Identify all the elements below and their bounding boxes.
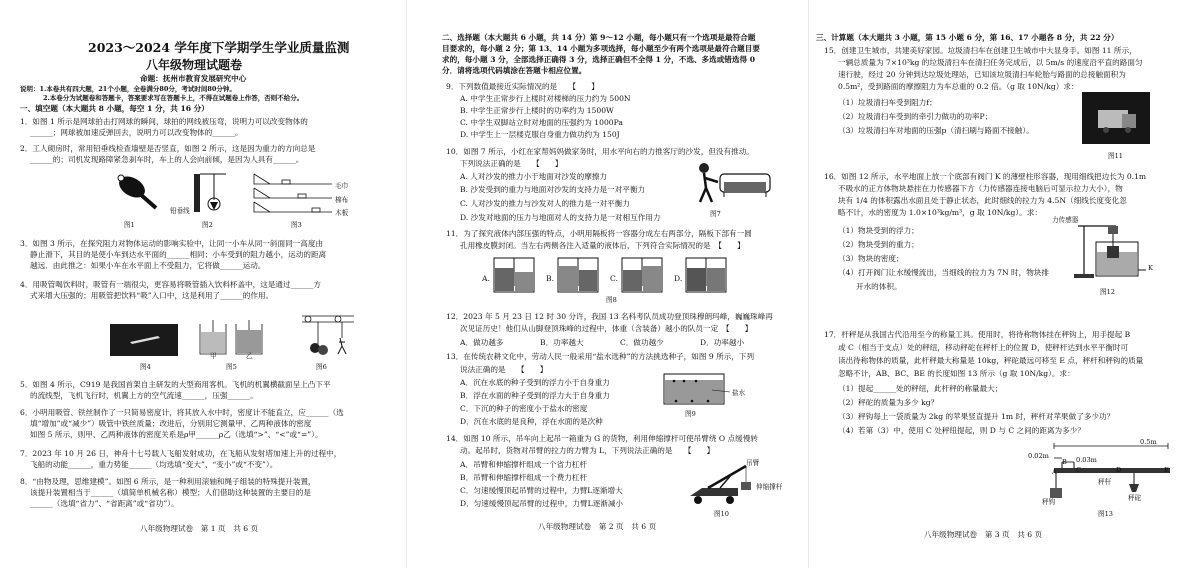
sub-question: （3）垃圾清扫车对地面的压强p（清扫刷与路面不接触）。 <box>838 126 1034 135</box>
page-divider <box>406 0 407 568</box>
plumb-label: 铅垂线 <box>170 207 190 215</box>
question-text: 式来增大压强的；用吸管把饮料“吸”入口中，这是利用了______的作用。 <box>30 291 274 300</box>
option-label: A. <box>482 274 490 283</box>
point-label: C <box>1076 466 1082 474</box>
dimension-label: 0.02m <box>1028 452 1049 460</box>
option-text: A．做功越多 <box>460 338 504 347</box>
surface-label: 毛巾 <box>335 182 349 190</box>
racket-figure <box>112 172 162 212</box>
question-text: 或 C（相当于支点）处的秤纽，移动秤砣在秤杆上的位置 D，使秤杆达到水平平衡时可 <box>838 343 1129 352</box>
question-text: 如图 5 所示，则甲、乙两种液体的密度关系是ρ甲______ρ乙（选填“>”、“<”或“=”）。 <box>30 430 323 439</box>
question-text: 说法正确的是 【 】 <box>460 365 548 374</box>
question-text: 次见证历史！他们从山脚登顶珠峰的过程中，体重（含装备）越小的队员一定 【 】 <box>460 324 753 333</box>
option-text: D．沉在水底的是良种，浮在水面的是次种 <box>460 417 603 426</box>
option-text: D. 中学生上一层楼克服自身重力做功约为 150J <box>460 130 620 139</box>
option-text: B．吊臂和伸缩撑杆组成一个费力杠杆 <box>460 473 588 482</box>
question-text: 块有 1/4 的体积露出水面且处于静止状态，此时细线的拉力为 4.5N（细线长度变化忽 <box>838 196 1127 205</box>
page-footer: 八年级物理试卷 第 2 页 共 6 页 <box>538 522 657 531</box>
page-footer: 八年级物理试卷 第 1 页 共 6 页 <box>140 524 259 533</box>
sub-question: （2）物块受到的重力； <box>838 240 919 249</box>
section-heading: 三、计算题（本大题共 3 小题，第 15 小题 6 分，第 16、17 小题各 8 分，共 22 分） <box>816 33 1119 42</box>
option-text: A. 人对沙发的推力小于地面对沙发的摩擦力 <box>460 172 607 181</box>
dimension-label: 0.5m <box>1140 438 1157 446</box>
question-text: 4．用吸管喝饮料时，吸管有一端很尖，更容易将吸管插入饮料杯盖中，这是通过______方 <box>20 280 321 289</box>
option-label: B. <box>546 274 554 283</box>
figure-caption: 图3 <box>291 221 302 229</box>
option-label: C. <box>610 274 618 283</box>
question-text: 9．下列数值最接近实际情况的是 【 】 <box>446 82 599 91</box>
question-text: ______（选填“省力”、“省距离”或“省功”）。 <box>30 499 179 508</box>
lifting-device-figure <box>298 312 358 358</box>
question-text: 略不计，水的密度为 1.0×10³kg/m³，g 取 10N/kg）。求： <box>838 208 1042 217</box>
figure-caption: 图6 <box>316 363 327 371</box>
question-text: 14．如图 10 所示，吊车向上起吊一箱重为 G 的货物，利用伸缩撑杆可使吊臂绕 O 点缓慢转 <box>446 434 758 443</box>
beam-label: 秤杆 <box>1098 478 1112 486</box>
question-text: 的流线型，飞机飞行时，机翼上方的空气流速______，压强______。 <box>30 391 258 400</box>
figure-caption: 图12 <box>1100 288 1115 296</box>
question-text: 速行驶，经过 20 分钟到达垃圾处理站，已知该垃圾清扫车轮胎与路面的总接触面积为 <box>838 70 1126 79</box>
option-text: B．功率越大 <box>540 338 584 347</box>
surface-label: 木板 <box>335 209 349 217</box>
question-text: 15．创建卫生城市，共建美好家园。垃圾清扫车在创建卫生城市中大显身手。如图 11 所示， <box>824 46 1137 55</box>
hook-label: 秤钩 <box>1042 498 1056 506</box>
option-text: C．做功越少 <box>620 338 664 347</box>
question-text: 11．为了探究液体内部压强的特点，小明用隔板将一容器分成左右两部分，隔板下部有一圆 <box>446 229 752 238</box>
crane-figure <box>684 462 764 508</box>
exam-page-2 <box>410 0 805 568</box>
question-text: ______；网球被加速反弹回去，说明力可以改变物体的______。 <box>30 128 243 137</box>
sub-question: 开水的体积。 <box>856 282 902 291</box>
sofa-push-figure <box>696 162 776 204</box>
sub-question: （2）秤砣的质量为多少 kg？ <box>838 398 939 407</box>
question-text: 17．杆秤是从我国古代沿用至今的称量工具。使用时，将待称物体挂在秤钩上，用手提起 B <box>824 330 1131 339</box>
section-heading: 求的，每小题 3 分，全部选择正确得 3 分，选择正确但不全得 1 分，不选、多选或错选得 0 <box>442 55 756 64</box>
point-label: B <box>1062 458 1067 466</box>
figure-caption: 图4 <box>140 363 151 371</box>
salt-water-label: 盐水 <box>732 389 746 397</box>
sub-question: （1）垃圾清扫车受到阻力f； <box>838 98 937 107</box>
option-text: D．功率越小 <box>700 338 745 347</box>
figure-caption: 图10 <box>714 510 729 518</box>
beaker-label: 乙 <box>246 352 253 360</box>
page-divider <box>808 0 809 568</box>
question-text: 10．如图 7 所示，小红在家帮妈妈做家务时，用水平向右的力推客厅的沙发，但没有推动。 <box>446 147 754 156</box>
question-text: ______的；司机发现路障紧急刹车时，车上的人会向前倾，是因为人具有______。 <box>30 155 304 164</box>
question-text: 下列说法正确的是 【 】 <box>460 159 563 168</box>
question-text: 不吸水的正方体物块悬挂在力传感器下方（力传感器连接电脑后可显示拉力大小），物 <box>838 184 1123 193</box>
steelyard-figure <box>1044 440 1176 508</box>
section-heading: 分．请将选项代码填涂在答题卡相应位置。 <box>442 66 587 75</box>
page-footer: 八年级物理试卷 第 3 页 共 6 页 <box>924 530 1043 539</box>
sub-question: （1）提起______处的秤纽，此杆秤的称量最大； <box>838 384 1003 393</box>
question-text: 8．“由物及理，思维建模”。如图 6 所示，是一种利用滚轴和绳子组装的特殊提升装置， <box>20 477 316 486</box>
exam-note: 说明：1.本卷共有四大题，21个小题，全卷满分80分，考试时间80分钟。 <box>20 85 236 93</box>
sweeper-truck-photo <box>1082 92 1150 144</box>
option-text: C. 人对沙发的推力与沙发对人的推力是一对平衡力 <box>460 199 630 208</box>
option-text: B. 中学生正常步行上楼时的功率约为 1500W <box>460 106 614 115</box>
sub-question: （2）垃圾清扫车受到的牵引力做功的功率P； <box>838 112 993 121</box>
question-text: 填“增加”或“减少”）吸管中铁丝质量；改进后，分别用它测量甲、乙两种液体的密度 <box>30 419 312 428</box>
seed-tank-figure <box>662 370 742 406</box>
figure-caption: 图13 <box>1098 510 1113 518</box>
section-heading: 二、选择题（本大题共 6 小题，共 14 分）第 9～12 小题，每小题只有一个选项是最符合题 <box>442 33 756 42</box>
valve-label: K <box>1148 264 1153 272</box>
question-text: 7．2023 年 10 月 26 日，神舟十七号载人飞船发射成功，在飞船从发射塔加速上升的过程中， <box>20 449 342 458</box>
boom-label: 吊臂 <box>746 459 760 467</box>
option-text: D．匀速缓慢顶起吊臂的过程中，力臂L逐渐减小 <box>460 499 624 508</box>
sub-question: （3）秤钩每上一袋质量为 2kg 的苹果竖直提升 1m 时，秤杆对苹果做了多少功？ <box>838 412 1115 421</box>
question-text: 静止滑下，其目的是使小车到达水平面的______相同；小车受到的阻力越小，运动的距离 <box>30 250 327 259</box>
ramp-figure <box>252 172 342 217</box>
question-text: 动。起吊时，货物对吊臂的拉力的力臂为 L，下列说法正确的是 【 】 <box>460 446 715 455</box>
exam-note: 2.本卷分为试题卷和答题卡，答案要求写在答题卡上，不得在试题卷上作答，否则不给分。 <box>43 94 304 102</box>
point-label: D <box>1116 466 1122 474</box>
airplane-photo <box>110 324 178 356</box>
figure-caption: 图1 <box>124 221 135 229</box>
sub-question: （1）物块受到的浮力； <box>838 226 919 235</box>
question-text: 越远．由此推之：如果小车在水平面上不受阻力，它将做______运动。 <box>30 261 266 270</box>
surface-label: 棉布 <box>335 196 349 204</box>
option-text: A．沉在水底的种子受到的浮力小于自身重力 <box>460 378 610 387</box>
exam-author: 命题：抚州市教育发展研究中心 <box>140 74 247 83</box>
question-text: 飞船的动能______，重力势能______（均选填“变大”、“变小”或“不变”）。 <box>30 460 278 469</box>
question-text: 0.5m²，受到路面的摩擦阻力为车总重的 0.2 倍。（g 取 10N/kg）求： <box>838 82 1079 91</box>
option-text: C．下沉的种子的密度小于盐水的密度 <box>460 404 588 413</box>
exam-page-1 <box>0 0 400 568</box>
section-heading: 目要求的，每小题 2 分；第 13、14 小题为多项选择，每小题至少有两个选项是最符合题目要 <box>442 44 760 53</box>
sensor-label: 力传感器 <box>1052 216 1079 224</box>
question-text: 3．如图 3 所示，在探究阻力对物体运动的影响实验中，让同一小车从同一斜面同一高度由 <box>20 239 324 248</box>
container-options-figure <box>494 256 744 296</box>
option-text: A．吊臂和伸缩撑杆组成一个省力杠杆 <box>460 460 587 469</box>
figure-caption: 图2 <box>202 221 213 229</box>
question-text: 16．如图 12 所示，水平地面上放一个底部有阀门 K 的薄壁柱形容器，现用细线把边长为 0.1m <box>824 172 1147 181</box>
question-text: 读出待称物体的质量，此杆秤最大称量是 10kg，秤砣最远可移至 E 点，秤杆和秤钩的质量 <box>838 356 1144 365</box>
option-text: B．浮在水面的种子受到的浮力大于自身重力 <box>460 391 610 400</box>
weight-label: 秤砣 <box>1128 494 1142 502</box>
exam-subtitle: 八年级物理试题卷 <box>146 58 243 72</box>
point-label: A <box>1052 468 1057 476</box>
exam-title: 2023～2024 学年度下学期学生学业质量监测 <box>88 40 350 55</box>
option-text: D. 沙发对地面的压力与地面对人的支持力是一对相互作用力 <box>460 213 661 222</box>
question-text: 该提升装置相当于______（填简单机械名称）模型；人们借助这种装置的主要目的是 <box>30 488 311 497</box>
hydrometer-figure <box>196 318 268 356</box>
question-text: 6．小明用吸管、铁丝制作了一只简易密度计，将其放入水中时，密度计不能直立，应______（选 <box>20 408 344 417</box>
question-text: 12．2023 年 5 月 23 日 12 时 30 分许，我国 13 名科考队员成功登顶珠穆朗玛峰，巍巍珠峰再 <box>446 312 773 321</box>
figure-caption: 图5 <box>226 363 237 371</box>
sub-question: （4）若第（3）中，使用 C 处秤纽提起，则 D 与 C 之间的距离为多少？ <box>838 426 1085 435</box>
sensor-tank-figure <box>1064 222 1152 282</box>
option-text: A. 中学生正常步行上楼时对楼梯的压力约为 500N <box>460 94 631 103</box>
question-text: 2．工人砌房时，常用铅垂线检查墙壁是否竖直，如图 2 所示，这是因为重力的方向总是 <box>20 144 316 153</box>
question-text: 忽略不计，AB、BC、BE 的长度如图 13 所示（g 取 10N/kg）。求： <box>838 369 1075 378</box>
figure-caption: 图7 <box>710 210 721 218</box>
exam-page-3 <box>812 0 1200 568</box>
question-text: 5．如图 4 所示，C919 是我国首架自主研发的大型商用客机。飞机的机翼横截面呈上凸下平 <box>20 380 331 389</box>
option-text: C. 中学生双脚站立时对地面的压强约为 1000Pa <box>460 118 623 127</box>
question-text: 13．在传统农耕文化中，劳动人民一般采用“盐水选种”的方法挑选种子，如图 9 所示，下列 <box>446 352 755 361</box>
option-text: C．匀速缓慢顶起吊臂的过程中，力臂L逐渐增大 <box>460 486 623 495</box>
beaker-label: 甲 <box>210 352 217 360</box>
section-heading: 一、填空题（本大题共 8 小题，每空 1 分，共 16 分） <box>20 104 209 113</box>
sub-question: （4）打开阀门让水缓慢流出，当细线的拉力为 7N 时，物块排 <box>838 268 1049 277</box>
figure-caption: 图8 <box>606 296 617 304</box>
figure-caption: 图11 <box>1108 152 1123 160</box>
sub-question: （3）物块的密度； <box>838 254 904 263</box>
plumb-line-figure <box>186 172 236 217</box>
dimension-label: 0.03m <box>1076 456 1097 464</box>
figure-caption: 图9 <box>685 410 696 418</box>
point-label: E <box>1164 466 1169 474</box>
question-text: 一辆总质量为 7×10³kg 的垃圾清扫车在清扫任务完成后，以 5m/s 的速度沿平直的路面匀 <box>838 58 1143 67</box>
question-text: 孔用橡皮膜封闭。当左右两侧各注入适量的液体后，下列符合实际情况的是 【 】 <box>460 241 745 250</box>
rod-label: 伸缩撑杆 <box>756 483 783 491</box>
option-label: D. <box>674 274 683 283</box>
question-text: 1．如图 1 所示是网球拍击打网球的瞬间，球拍的网线被压弯，说明力可以改变物体的 <box>20 117 308 126</box>
option-text: B. 沙发受到的重力与地面对沙发的支持力是一对平衡力 <box>460 185 646 194</box>
